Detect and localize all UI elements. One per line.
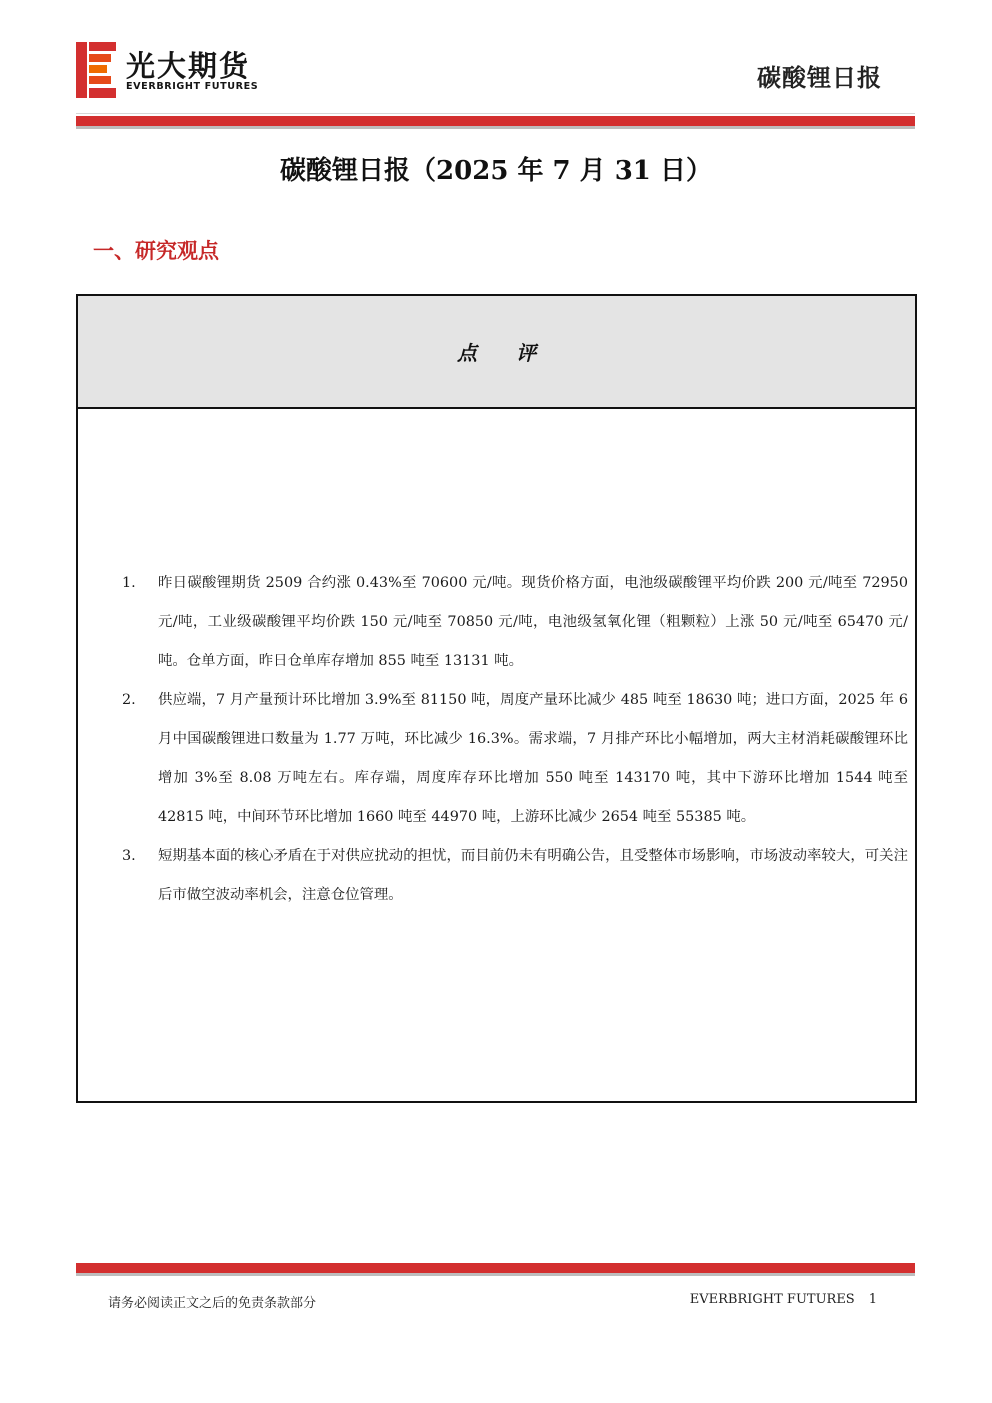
point-text: 短期基本面的核心矛盾在于对供应扰动的担忧，而目前仍未有明确公告，且受整体市场影响，市场波动率较大，可关注后市做空波动率机会，注意仓位管理。 [158, 848, 908, 903]
logo-brand-en: EVERBRIGHT FUTURES [126, 81, 259, 92]
review-header [78, 296, 915, 409]
header-report-name: 碳酸锂日报 [757, 64, 882, 92]
logo-brand-cn: 光大期货 [126, 49, 251, 83]
point-number: 3. [122, 848, 136, 864]
review-points [78, 564, 915, 915]
company-logo [76, 42, 286, 98]
review-header-label: 点 评 [457, 341, 552, 365]
footer-disclaimer: 请务必阅读正文之后的免责条款部分 [108, 1296, 317, 1311]
point-text: 昨日碳酸锂期货 2509 合约涨 0.43%至 70600 元/吨。现货价格方面，电池级碳酸锂平均价跌 200 元/吨至 72950 元/吨，工业级碳酸锂平均价跌 150 元/吨至 70850 元/吨，电池级氢氧化锂（粗颗粒）上涨 50 元/吨至 65470 元/吨。仓单方面，昨日仓单库存增加 855 吨至 13131 吨。 [158, 575, 908, 669]
page-number: 1 [868, 1292, 877, 1307]
point-number: 1. [122, 575, 136, 591]
footer-divider [76, 1263, 915, 1273]
review-point [78, 681, 915, 837]
point-number: 2. [122, 692, 136, 708]
header-divider [76, 116, 915, 126]
review-point [78, 564, 915, 681]
everbright-logo-icon [76, 42, 116, 98]
footer-divider-shadow [76, 1273, 915, 1276]
section-heading: 一、研究观点 [93, 239, 219, 263]
document-title: 碳酸锂日报（2025 年 7 月 31 日） [280, 156, 712, 186]
review-box [76, 294, 917, 1103]
point-text: 供应端，7 月产量预计环比增加 3.9%至 81150 吨，周度产量环比减少 485 吨至 18630 吨；进口方面，2025 年 6 月中国碳酸锂进口数量为 1.77 万吨，环比减少 16.3%。需求端，7 月排产环比小幅增加，两大主材消耗碳酸锂环比增加 3%至 8.08 万吨左右。库存端，周度库存环比增加 550 吨至 143170 吨，其中下游环比增加 1544 吨至 42815 吨，中间环节环比增加 1660 吨至 44970 吨，上游环比减少 2654 吨至 55385 吨。 [158, 692, 908, 825]
header-divider-shadow [76, 126, 915, 129]
review-point [78, 837, 915, 915]
footer-brand: EVERBRIGHT FUTURES [689, 1292, 855, 1307]
header-divider-thin [76, 113, 915, 114]
footer-brand-block [690, 1292, 877, 1307]
